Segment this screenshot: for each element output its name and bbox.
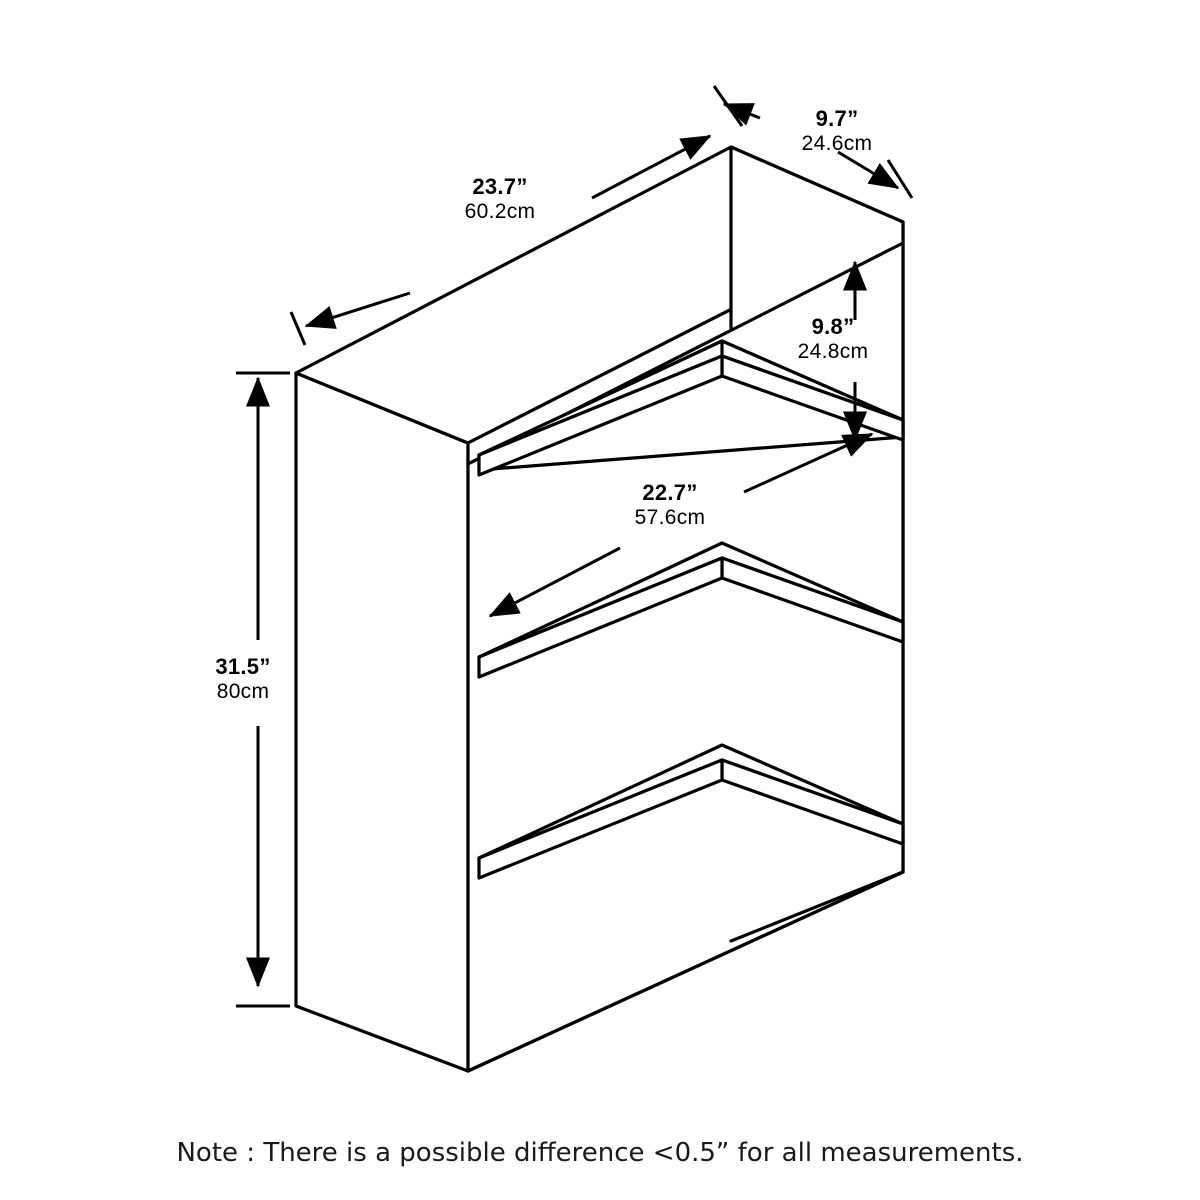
dimension-label-inner-shelf-width	[580, 480, 760, 531]
shelf-clearance-imperial: 9.8”	[811, 314, 855, 339]
dimension-label-overall-width	[410, 174, 590, 225]
overall-width-metric: 60.2cm	[464, 199, 536, 223]
overall-width-imperial: 23.7”	[472, 174, 528, 199]
left-side-panel	[296, 373, 468, 1071]
inner-shelf-width-metric: 57.6cm	[634, 505, 706, 529]
inner-shelf-width-imperial: 22.7”	[642, 480, 698, 505]
dimension-label-shelf-clearance-height	[748, 314, 918, 365]
overall-depth-imperial: 9.7”	[815, 106, 859, 131]
dimension-label-overall-depth	[752, 106, 922, 157]
shelf-clearance-metric: 24.8cm	[797, 339, 869, 363]
dimension-label-overall-height	[168, 654, 318, 705]
overall-height-imperial: 31.5”	[215, 654, 271, 679]
measurement-note: Note : There is a possible difference <0.5” for all measurements.	[176, 1138, 1024, 1168]
bookcase-body	[296, 147, 903, 1071]
overall-height-metric: 80cm	[216, 679, 270, 703]
overall-depth-metric: 24.6cm	[801, 131, 873, 155]
